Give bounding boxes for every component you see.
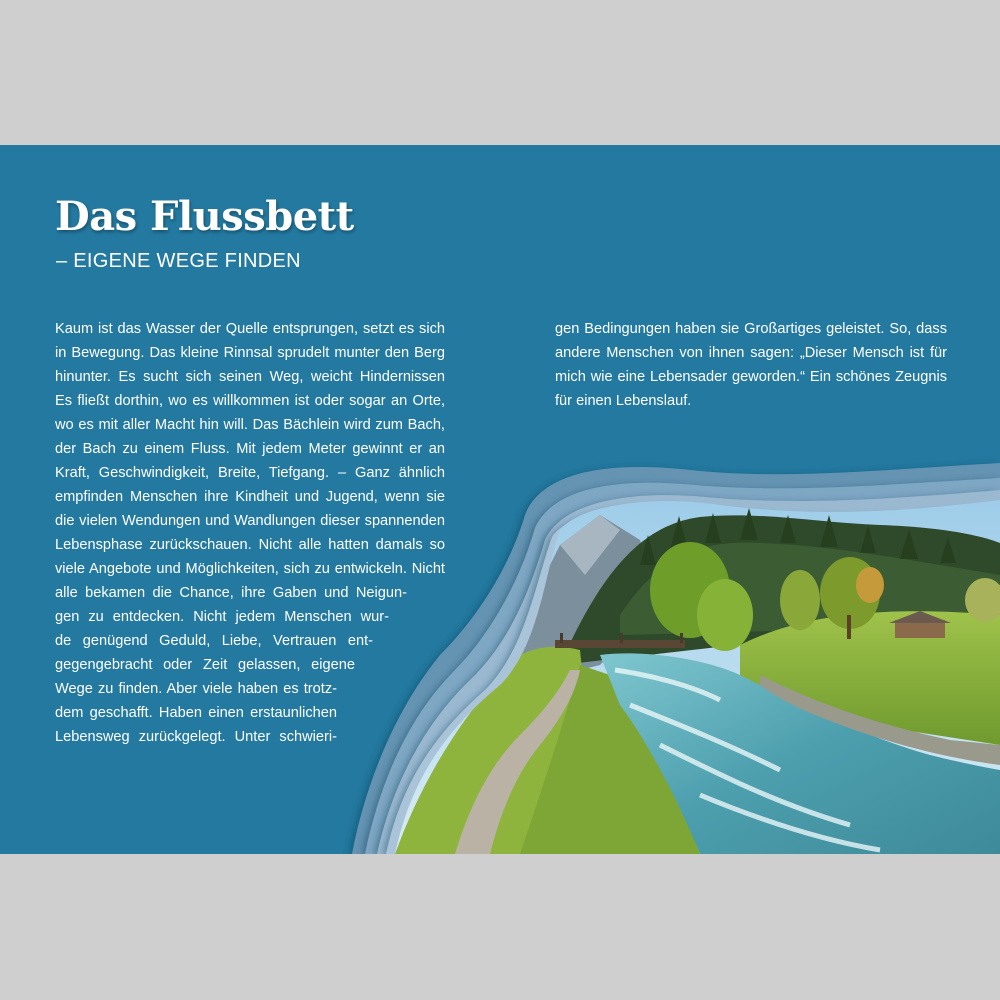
body-text-line: alle bekamen die Chance, ihre Gaben und Neigun- [55, 585, 407, 601]
body-text-line: hinunter. Es sucht sich seinen Weg, weicht Hindernissen [55, 369, 445, 385]
body-column-left [55, 317, 445, 749]
body-text-line: Lebensphase zurückschauen. Nicht alle hatten damals so [55, 537, 445, 553]
body-text-line: empfinden Menschen ihre Kindheit und Jugend, wenn sie [55, 489, 445, 505]
body-text-line: Kaum ist das Wasser der Quelle entsprungen, setzt es sich [55, 321, 445, 337]
body-text-line: für einen Lebenslauf. [555, 393, 692, 409]
body-text-line: gegengebracht oder Zeit gelassen, eigene [55, 657, 355, 673]
body-text-line: andere Menschen von ihnen sagen: „Dieser Mensch ist für [555, 345, 947, 361]
page-title: Das Flussbett [55, 193, 354, 240]
body-text-line: dem geschafft. Haben einen erstaunlichen [55, 705, 337, 721]
body-text-line: gen zu entdecken. Nicht jedem Menschen wur- [55, 609, 389, 625]
body-text-line: die vielen Wendungen und Wandlungen dieser spannenden [55, 513, 445, 529]
body-text-line: in Bewegung. Das kleine Rinnsal sprudelt munter den Berg [55, 345, 445, 361]
body-text-line: Wege zu finden. Aber viele haben es trotz- [55, 681, 337, 697]
body-text-line: mich wie eine Lebensader geworden.“ Ein schönes Zeugnis [555, 369, 947, 385]
body-text-line: viele Angebote und Möglichkeiten, sich zu entwickeln. Nicht [55, 561, 445, 577]
body-text-line: Lebensweg zurückgelegt. Unter schwieri- [55, 729, 337, 745]
page-subtitle: – EIGENE WEGE FINDEN [56, 250, 301, 272]
body-text-line: wo es mit aller Macht hin will. Das Bächlein wird zum Bach, [55, 417, 445, 433]
body-text-line: der Bach zu einem Fluss. Mit jedem Meter gewinnt er an [55, 441, 445, 457]
body-text-line: Kraft, Geschwindigkeit, Breite, Tiefgang. – Ganz ähnlich [55, 465, 445, 481]
body-text-line: de genügend Geduld, Liebe, Vertrauen ent- [55, 633, 373, 649]
page-spread [0, 145, 1000, 854]
body-column-right [555, 317, 947, 413]
body-text-line: Es fließt dorthin, wo es willkommen ist oder sogar an Orte, [55, 393, 445, 409]
body-text-line: gen Bedingungen haben sie Großartiges geleistet. So, dass [555, 321, 947, 337]
